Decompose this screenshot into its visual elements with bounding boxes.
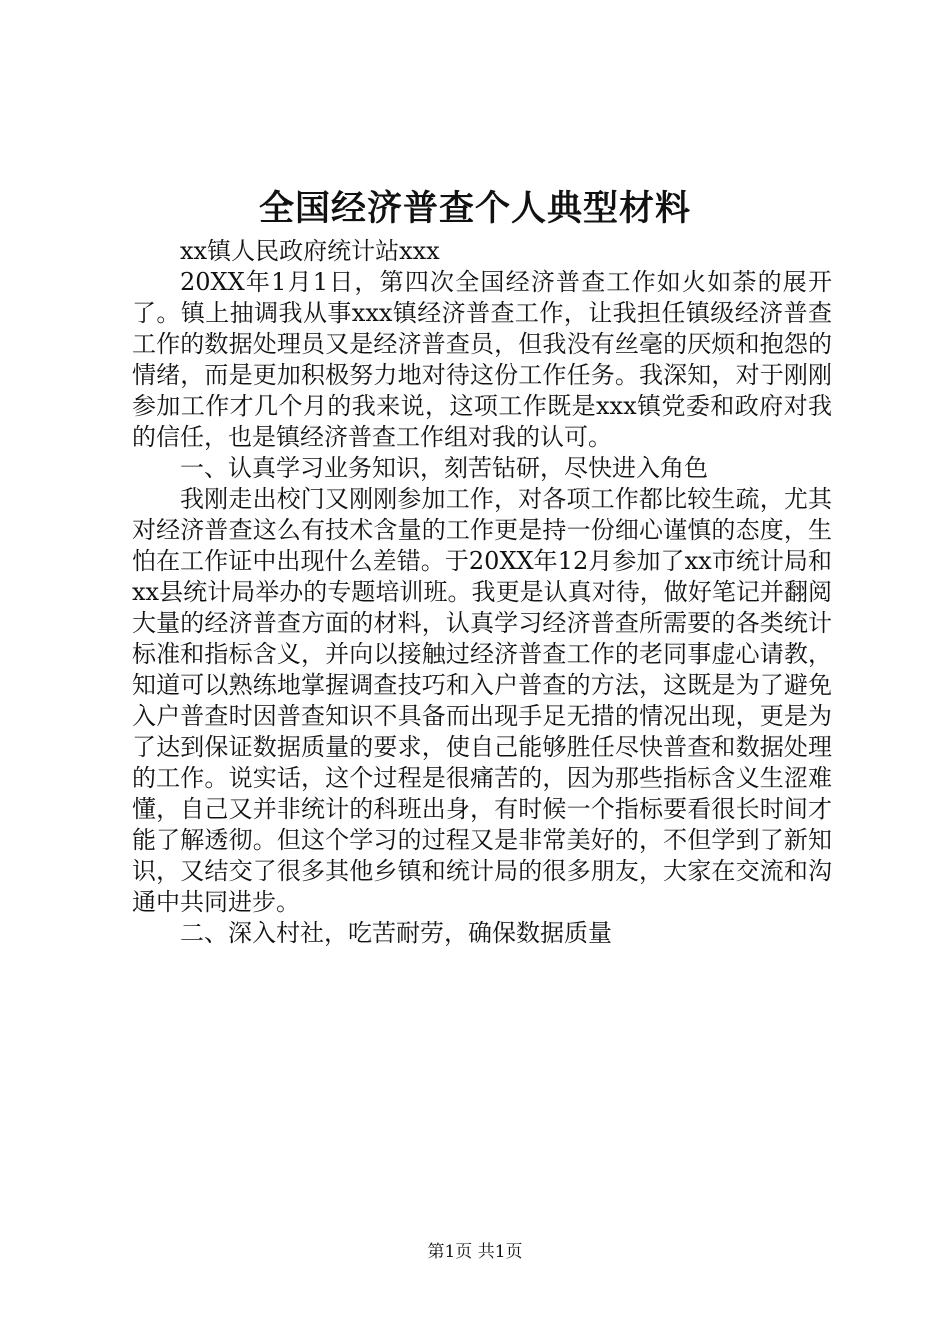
document-body bbox=[132, 236, 832, 949]
section-1-paragraph: 我刚走出校门又刚刚参加工作，对各项工作都比较生疏，尤其对经济普查这么有技术含量的工作更是持一份细心谨慎的态度，生怕在工作证中出现什么差错。于20XX年12月参加了xx市统计局和xx县统计局举办的专题培训班。我更是认真对待，做好笔记并翻阅大量的经济普查方面的材料，认真学习经济普查所需要的各类统计标准和指标含义，并向以接触过经济普查工作的老同事虚心请教，知道可以熟练地掌握调查技巧和入户普查的方法，这既是为了避免入户普查时因普查知识不具备而出现手足无措的情况出现，更是为了达到保证数据质量的要求，使自己能够胜任尽快普查和数据处理的工作。说实话，这个过程是很痛苦的，因为那些指标含义生涩难懂，自己又并非统计的科班出身，有时候一个指标要看很长时间才能了解透彻。但这个学习的过程又是非常美好的，不但学到了新知识，又结交了很多其他乡镇和统计局的很多朋友，大家在交流和沟通中共同进步。 bbox=[132, 485, 832, 916]
author-line: xx镇人民政府统计站xxx bbox=[180, 237, 440, 265]
page-footer: 第1页 共1页 bbox=[427, 1242, 523, 1262]
document-title: 全国经济普查个人典型材料 bbox=[258, 188, 691, 229]
intro-paragraph: 20XX年1月1日，第四次全国经济普查工作如火如荼的展开了。镇上抽调我从事xxx镇经济普查工作，让我担任镇级经济普查工作的数据处理员又是经济普查员，但我没有丝毫的厌烦和抱怨的情绪，而是更加积极努力地对待这份工作任务。我深知，对于刚刚参加工作才几个月的我来说，这项工作既是xxx镇党委和政府对我的信任，也是镇经济普查工作组对我的认可。 bbox=[132, 268, 832, 451]
section-heading-1: 一、认真学习业务知识，刻苦钻研，尽快进入角色 bbox=[180, 454, 708, 482]
section-heading-2: 二、深入村社，吃苦耐劳，确保数据质量 bbox=[180, 919, 612, 947]
